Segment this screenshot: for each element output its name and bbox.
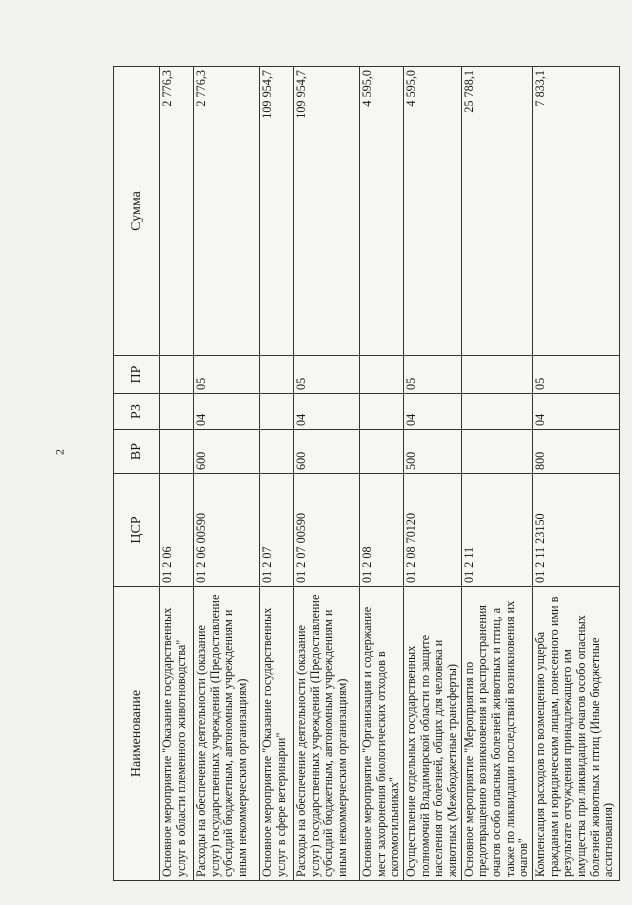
cell-pr	[160, 356, 194, 394]
cell-name: Основное мероприятие "Организация и содержание мест захоронения биологических отходов в скотомогильниках"	[360, 587, 404, 881]
cell-csr: 01 2 11	[461, 474, 532, 587]
cell-csr: 01 2 06	[160, 474, 194, 587]
cell-rz: 04	[194, 394, 260, 430]
cell-vr: 800	[532, 430, 619, 474]
table-row	[403, 67, 461, 881]
header-pr: ПР	[114, 356, 160, 394]
table-row	[194, 67, 260, 881]
table-row	[260, 67, 294, 881]
cell-pr: 05	[403, 356, 461, 394]
header-csr: ЦСР	[114, 474, 160, 587]
cell-pr: 05	[194, 356, 260, 394]
cell-name: Расходы на обеспечение деятельности (оказание услуг) государственных учреждений (Предоставление субсидий бюджетным, автономным учреждениям и иным некоммерческим организациям)	[294, 587, 360, 881]
cell-pr	[461, 356, 532, 394]
cell-name: Основное мероприятие "Оказание государственных услуг в сфере ветеринарии"	[260, 587, 294, 881]
cell-name: Осуществление отдельных государственных полномочий Владимирской области по защите населения от болезней, общих для человека и животных (Межбюджетные трансферты)	[403, 587, 461, 881]
cell-vr	[260, 430, 294, 474]
cell-pr: 05	[532, 356, 619, 394]
cell-sum: 109 954,7	[294, 67, 360, 356]
table-row	[461, 67, 532, 881]
budget-table	[113, 66, 620, 881]
cell-sum: 2 776,3	[194, 67, 260, 356]
cell-rz	[260, 394, 294, 430]
cell-rz	[160, 394, 194, 430]
cell-vr	[160, 430, 194, 474]
cell-sum: 4 595,0	[360, 67, 404, 356]
cell-sum: 109 954,7	[260, 67, 294, 356]
cell-sum: 25 788,1	[461, 67, 532, 356]
cell-vr: 600	[294, 430, 360, 474]
table-row	[160, 67, 194, 881]
cell-csr: 01 2 08 70120	[403, 474, 461, 587]
cell-vr	[360, 430, 404, 474]
cell-pr	[360, 356, 404, 394]
cell-csr: 01 2 07 00590	[294, 474, 360, 587]
cell-csr: 01 2 07	[260, 474, 294, 587]
cell-vr: 500	[403, 430, 461, 474]
cell-name: Компенсация расходов по возмещению ущерба гражданам и юридическим лицам, понесенного ими в результате отчуждения принадлежащего им имущества при ликвидации очагов особо опасных болезней животных и птиц (Иные бюджетные ассигнования)	[532, 587, 619, 881]
cell-csr: 01 2 06 00590	[194, 474, 260, 587]
cell-name: Основное мероприятие "Оказание государственных услуг в области племенного животноводства"	[160, 587, 194, 881]
cell-csr: 01 2 08	[360, 474, 404, 587]
cell-name: Расходы на обеспечение деятельности (оказание услуг) государственных учреждений (Предоставление субсидий бюджетным, автономным учреждениям и иным некоммерческим организациям)	[194, 587, 260, 881]
cell-rz: 04	[403, 394, 461, 430]
cell-rz: 04	[532, 394, 619, 430]
cell-sum: 7 833,1	[532, 67, 619, 356]
cell-sum: 2 776,3	[160, 67, 194, 356]
cell-vr	[461, 430, 532, 474]
cell-vr: 600	[194, 430, 260, 474]
header-vr: ВР	[114, 430, 160, 474]
cell-rz: 04	[294, 394, 360, 430]
table-row	[294, 67, 360, 881]
cell-sum: 4 595,0	[403, 67, 461, 356]
header-name: Наименование	[114, 587, 160, 881]
cell-csr: 01 2 11 23150	[532, 474, 619, 587]
table-header-row	[114, 67, 160, 881]
page-number: 2	[52, 449, 67, 455]
cell-pr: 05	[294, 356, 360, 394]
table-row	[532, 67, 619, 881]
cell-name: Основное мероприятие "Мероприятия по предотвращению возникновения и распространения очагов особо опасных болезней животных и птиц, а также по ликвидации последствий возникновения их очагов"	[461, 587, 532, 881]
cell-rz	[461, 394, 532, 430]
cell-rz	[360, 394, 404, 430]
header-sum: Сумма	[114, 67, 160, 356]
table-row	[360, 67, 404, 881]
header-rz: РЗ	[114, 394, 160, 430]
cell-pr	[260, 356, 294, 394]
